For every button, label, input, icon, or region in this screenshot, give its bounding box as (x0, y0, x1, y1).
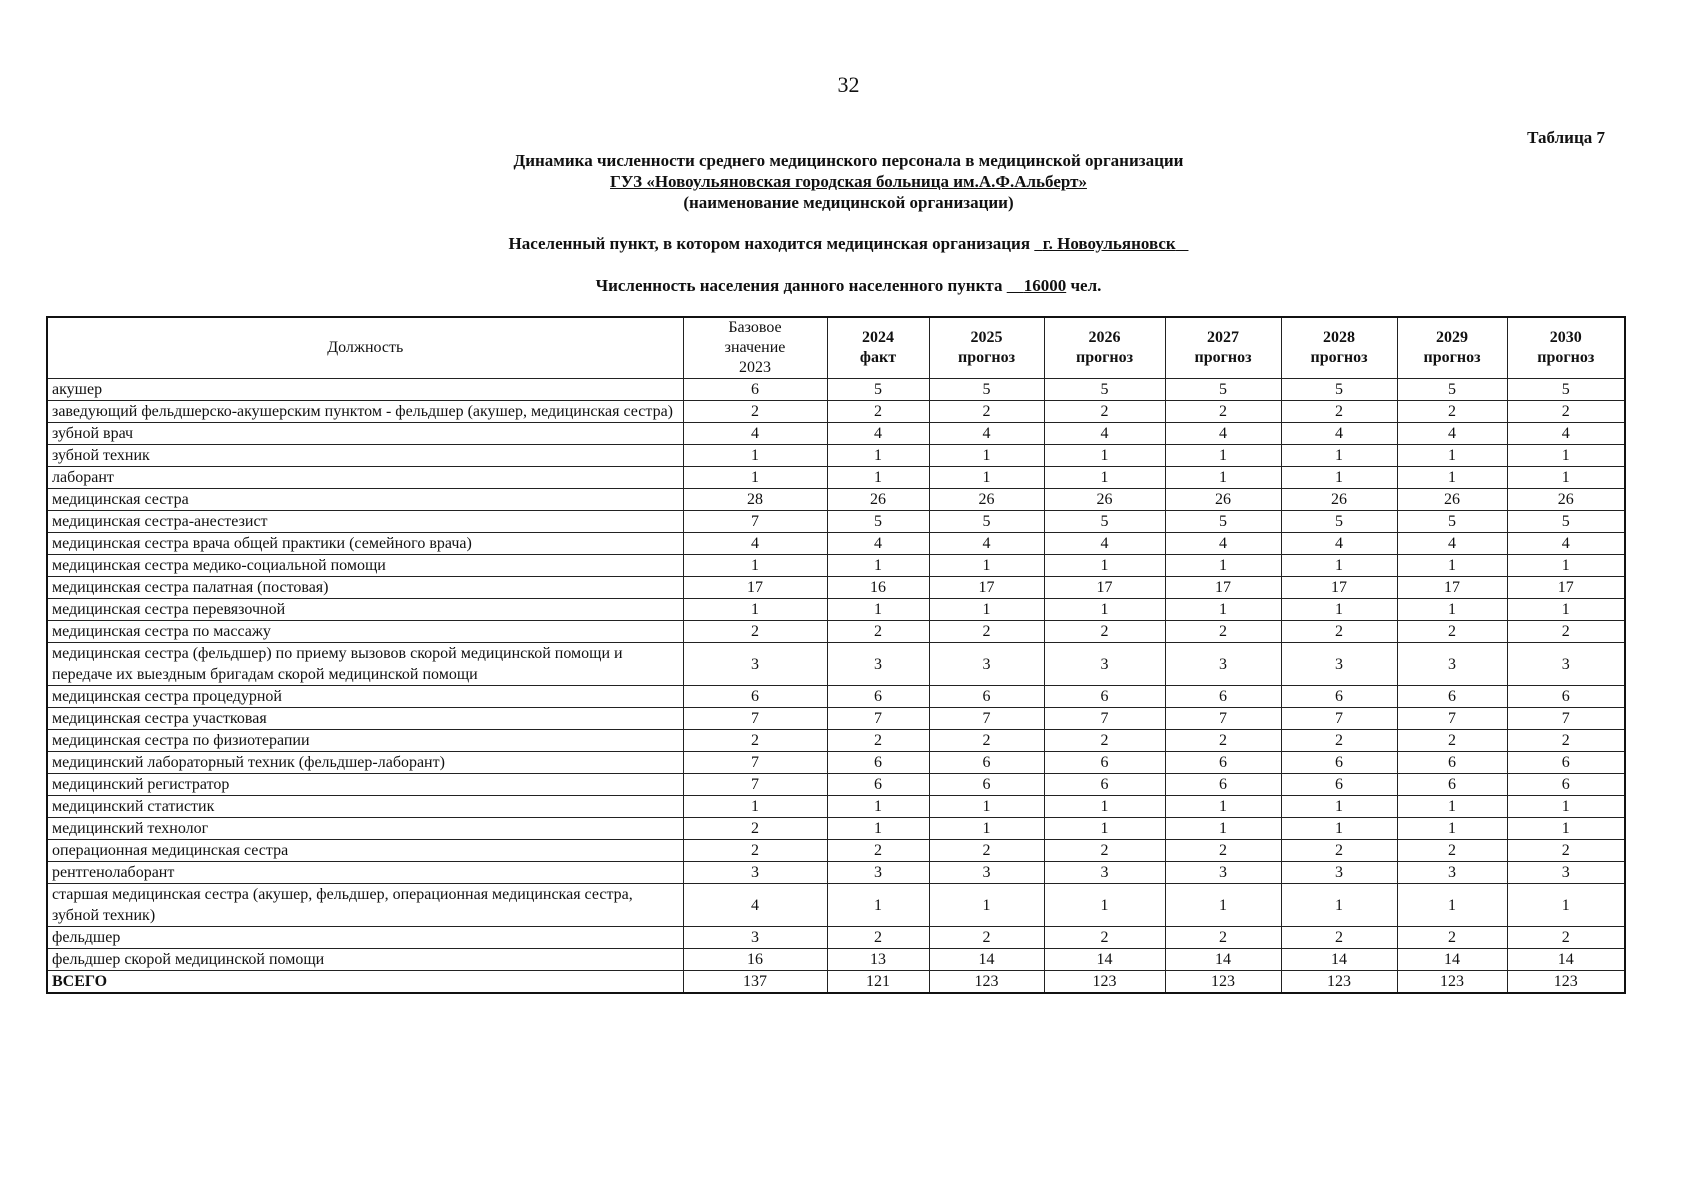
value-cell: 4 (683, 884, 827, 927)
table-row (47, 840, 1625, 862)
value-cell: 7 (827, 708, 929, 730)
value-cell: 4 (1397, 533, 1507, 555)
value-cell: 1 (1507, 555, 1625, 577)
value-cell: 1 (683, 467, 827, 489)
value-cell: 13 (827, 949, 929, 971)
value-cell: 3 (1165, 643, 1281, 686)
locality-value: г. Новоульяновск (1042, 234, 1176, 253)
value-cell: 123 (1281, 971, 1397, 994)
value-cell: 3 (1165, 862, 1281, 884)
table-row (47, 862, 1625, 884)
value-cell: 2 (827, 840, 929, 862)
value-cell: 2 (929, 621, 1044, 643)
value-cell: 2 (683, 840, 827, 862)
value-cell: 7 (1165, 708, 1281, 730)
value-cell: 1 (1397, 467, 1507, 489)
value-cell: 1 (683, 445, 827, 467)
position-cell: заведующий фельдшерско-акушерским пунктом - фельдшер (акушер, медицинская сестра) (47, 401, 683, 423)
value-cell: 2 (1281, 730, 1397, 752)
value-cell: 2 (1165, 840, 1281, 862)
value-cell: 1 (1281, 555, 1397, 577)
value-cell: 6 (1281, 752, 1397, 774)
value-cell: 2 (1165, 730, 1281, 752)
value-cell: 5 (1397, 511, 1507, 533)
value-cell: 5 (1507, 511, 1625, 533)
value-cell: 5 (1044, 511, 1165, 533)
value-cell: 2 (929, 840, 1044, 862)
value-cell: 26 (1281, 489, 1397, 511)
value-cell: 1 (1397, 796, 1507, 818)
value-cell: 1 (827, 555, 929, 577)
table-body (47, 379, 1625, 994)
value-cell: 4 (683, 423, 827, 445)
table-row (47, 774, 1625, 796)
position-cell: медицинский лабораторный техник (фельдшер-лаборант) (47, 752, 683, 774)
value-cell: 1 (929, 599, 1044, 621)
value-cell: 6 (1165, 774, 1281, 796)
value-cell: 2 (827, 927, 929, 949)
value-cell: 2 (683, 818, 827, 840)
table-row (47, 796, 1625, 818)
value-cell: 1 (827, 884, 929, 927)
value-cell: 3 (683, 862, 827, 884)
value-cell: 14 (1397, 949, 1507, 971)
population-label: Численность населения данного населенного пункта (595, 276, 1003, 295)
value-cell: 4 (1281, 423, 1397, 445)
value-cell: 1 (1397, 555, 1507, 577)
table-row (47, 686, 1625, 708)
value-cell: 5 (1281, 511, 1397, 533)
value-cell: 2 (1397, 401, 1507, 423)
value-cell: 2 (683, 401, 827, 423)
value-cell: 123 (1044, 971, 1165, 994)
position-cell: зубной техник (47, 445, 683, 467)
position-cell: медицинская сестра процедурной (47, 686, 683, 708)
value-cell: 1 (683, 555, 827, 577)
value-cell: 2 (1281, 840, 1397, 862)
table-row (47, 884, 1625, 927)
value-cell: 1 (1507, 467, 1625, 489)
value-cell: 2 (1507, 621, 1625, 643)
value-cell: 2 (1044, 621, 1165, 643)
value-cell: 2 (827, 730, 929, 752)
value-cell: 6 (683, 686, 827, 708)
value-cell: 14 (1507, 949, 1625, 971)
value-cell: 5 (827, 511, 929, 533)
value-cell: 6 (683, 379, 827, 401)
value-cell: 7 (1281, 708, 1397, 730)
value-cell: 5 (1507, 379, 1625, 401)
value-cell: 6 (1044, 752, 1165, 774)
value-cell: 16 (683, 949, 827, 971)
value-cell: 123 (929, 971, 1044, 994)
position-cell: лаборант (47, 467, 683, 489)
value-cell: 6 (1281, 686, 1397, 708)
value-cell: 6 (929, 774, 1044, 796)
header-year-6: 2030 прогноз (1507, 317, 1625, 379)
value-cell: 3 (827, 862, 929, 884)
locality-label: Населенный пункт, в котором находится медицинская организация (508, 234, 1031, 253)
value-cell: 7 (683, 511, 827, 533)
value-cell: 6 (1397, 774, 1507, 796)
table-row (47, 577, 1625, 599)
value-cell: 2 (827, 621, 929, 643)
value-cell: 7 (683, 774, 827, 796)
value-cell: 3 (1044, 862, 1165, 884)
value-cell: 2 (1507, 927, 1625, 949)
value-cell: 4 (827, 533, 929, 555)
value-cell: 6 (827, 686, 929, 708)
value-cell: 3 (1507, 862, 1625, 884)
value-cell: 2 (1507, 401, 1625, 423)
value-cell: 6 (1165, 686, 1281, 708)
value-cell: 3 (683, 927, 827, 949)
value-cell: 7 (683, 752, 827, 774)
value-cell: 121 (827, 971, 929, 994)
table-row (47, 555, 1625, 577)
value-cell: 1 (1281, 467, 1397, 489)
value-cell: 5 (1397, 379, 1507, 401)
value-cell: 3 (1397, 643, 1507, 686)
header-position: Должность (47, 317, 683, 379)
value-cell: 1 (1397, 884, 1507, 927)
value-cell: 1 (827, 467, 929, 489)
value-cell: 4 (1165, 533, 1281, 555)
value-cell: 17 (1397, 577, 1507, 599)
value-cell: 4 (1281, 533, 1397, 555)
value-cell: 1 (929, 555, 1044, 577)
position-cell: медицинская сестра (47, 489, 683, 511)
value-cell: 1 (1507, 796, 1625, 818)
value-cell: 2 (1044, 840, 1165, 862)
value-cell: 1 (1507, 445, 1625, 467)
value-cell: 1 (1397, 445, 1507, 467)
value-cell: 2 (1165, 927, 1281, 949)
table-row (47, 445, 1625, 467)
value-cell: 6 (1044, 774, 1165, 796)
value-cell: 5 (1281, 379, 1397, 401)
value-cell: 1 (683, 796, 827, 818)
table-label: Таблица 7 (1527, 128, 1605, 147)
title-line: Динамика численности среднего медицинского персонала в медицинской организации (513, 151, 1184, 170)
population-line (0, 276, 1697, 296)
position-cell: медицинский регистратор (47, 774, 683, 796)
position-cell: медицинская сестра участковая (47, 708, 683, 730)
value-cell: 7 (929, 708, 1044, 730)
table-row (47, 927, 1625, 949)
table-row (47, 730, 1625, 752)
table-row (47, 467, 1625, 489)
value-cell: 6 (1507, 686, 1625, 708)
position-cell: рентгенолаборант (47, 862, 683, 884)
value-cell: 4 (1165, 423, 1281, 445)
value-cell: 6 (1165, 752, 1281, 774)
position-cell: медицинская сестра-анестезист (47, 511, 683, 533)
value-cell: 1 (1044, 818, 1165, 840)
value-cell: 26 (827, 489, 929, 511)
value-cell: 6 (1397, 752, 1507, 774)
value-cell: 3 (1044, 643, 1165, 686)
value-cell: 2 (1165, 401, 1281, 423)
value-cell: 2 (1397, 621, 1507, 643)
table-row (47, 423, 1625, 445)
value-cell: 1 (1044, 796, 1165, 818)
header-year-5: 2029 прогноз (1397, 317, 1507, 379)
staff-dynamics-table (46, 316, 1626, 994)
value-cell: 123 (1165, 971, 1281, 994)
value-cell: 1 (1044, 884, 1165, 927)
value-cell: 4 (827, 423, 929, 445)
position-cell: зубной врач (47, 423, 683, 445)
document-title (0, 150, 1697, 213)
value-cell: 4 (1044, 423, 1165, 445)
value-cell: 17 (1044, 577, 1165, 599)
header-base: Базовое значение 2023 (683, 317, 827, 379)
value-cell: 26 (1507, 489, 1625, 511)
position-cell: ВСЕГО (47, 971, 683, 994)
table-row (47, 708, 1625, 730)
locality-line (0, 234, 1697, 254)
value-cell: 6 (1507, 752, 1625, 774)
value-cell: 4 (1044, 533, 1165, 555)
value-cell: 1 (1044, 599, 1165, 621)
value-cell: 17 (1507, 577, 1625, 599)
value-cell: 2 (1044, 730, 1165, 752)
value-cell: 1 (1165, 884, 1281, 927)
value-cell: 1 (1281, 796, 1397, 818)
value-cell: 6 (827, 774, 929, 796)
value-cell: 1 (1507, 884, 1625, 927)
table-row (47, 599, 1625, 621)
value-cell: 1 (1165, 796, 1281, 818)
value-cell: 2 (929, 401, 1044, 423)
value-cell: 1 (1165, 818, 1281, 840)
value-cell: 26 (929, 489, 1044, 511)
value-cell: 5 (1044, 379, 1165, 401)
value-cell: 4 (683, 533, 827, 555)
value-cell: 14 (1165, 949, 1281, 971)
value-cell: 1 (1165, 467, 1281, 489)
value-cell: 3 (683, 643, 827, 686)
value-cell: 28 (683, 489, 827, 511)
value-cell: 6 (1044, 686, 1165, 708)
value-cell: 7 (1507, 708, 1625, 730)
value-cell: 7 (1044, 708, 1165, 730)
header-year-3: 2027 прогноз (1165, 317, 1281, 379)
table-row (47, 511, 1625, 533)
value-cell: 2 (1044, 927, 1165, 949)
value-cell: 3 (1507, 643, 1625, 686)
table-row (47, 379, 1625, 401)
value-cell: 1 (1165, 445, 1281, 467)
table-row (47, 643, 1625, 686)
position-cell: медицинский технолог (47, 818, 683, 840)
population-value: 16000 (1023, 276, 1067, 295)
value-cell: 1 (1507, 818, 1625, 840)
position-cell: медицинский статистик (47, 796, 683, 818)
table-row (47, 818, 1625, 840)
value-cell: 2 (1165, 621, 1281, 643)
value-cell: 6 (929, 752, 1044, 774)
table-row (47, 401, 1625, 423)
value-cell: 1 (929, 445, 1044, 467)
value-cell: 16 (827, 577, 929, 599)
value-cell: 1 (1281, 599, 1397, 621)
value-cell: 4 (929, 423, 1044, 445)
value-cell: 14 (929, 949, 1044, 971)
value-cell: 1 (1044, 555, 1165, 577)
value-cell: 5 (827, 379, 929, 401)
position-cell: медицинская сестра по массажу (47, 621, 683, 643)
total-row (47, 971, 1625, 994)
value-cell: 1 (827, 796, 929, 818)
table-row (47, 621, 1625, 643)
value-cell: 1 (929, 467, 1044, 489)
value-cell: 1 (1397, 599, 1507, 621)
value-cell: 2 (683, 730, 827, 752)
value-cell: 1 (1507, 599, 1625, 621)
table-row (47, 489, 1625, 511)
value-cell: 2 (1507, 730, 1625, 752)
value-cell: 123 (1507, 971, 1625, 994)
value-cell: 26 (1165, 489, 1281, 511)
value-cell: 6 (1507, 774, 1625, 796)
position-cell: старшая медицинская сестра (акушер, фельдшер, операционная медицинская сестра, зубной техник) (47, 884, 683, 927)
value-cell: 17 (1281, 577, 1397, 599)
table-header-row (47, 317, 1625, 379)
value-cell: 2 (683, 621, 827, 643)
value-cell: 14 (1281, 949, 1397, 971)
position-cell: медицинская сестра врача общей практики (семейного врача) (47, 533, 683, 555)
value-cell: 2 (929, 730, 1044, 752)
value-cell: 1 (1281, 445, 1397, 467)
value-cell: 4 (1507, 533, 1625, 555)
value-cell: 3 (929, 643, 1044, 686)
value-cell: 1 (1165, 555, 1281, 577)
value-cell: 1 (827, 818, 929, 840)
population-unit: чел. (1070, 276, 1102, 295)
value-cell: 3 (827, 643, 929, 686)
value-cell: 1 (1044, 445, 1165, 467)
value-cell: 7 (1397, 708, 1507, 730)
value-cell: 26 (1044, 489, 1165, 511)
value-cell: 1 (1044, 467, 1165, 489)
page-number: 32 (837, 72, 860, 97)
value-cell: 2 (1281, 927, 1397, 949)
value-cell: 2 (1281, 621, 1397, 643)
header-year-0: 2024 факт (827, 317, 929, 379)
position-cell: медицинская сестра (фельдшер) по приему вызовов скорой медицинской помощи и передаче их выездным бригадам скорой медицинской помощи (47, 643, 683, 686)
position-cell: медицинская сестра медико-социальной помощи (47, 555, 683, 577)
value-cell: 17 (929, 577, 1044, 599)
value-cell: 17 (683, 577, 827, 599)
value-cell: 1 (1165, 599, 1281, 621)
value-cell: 5 (1165, 379, 1281, 401)
position-cell: медицинская сестра палатная (постовая) (47, 577, 683, 599)
value-cell: 1 (1281, 818, 1397, 840)
value-cell: 2 (1507, 840, 1625, 862)
value-cell: 3 (929, 862, 1044, 884)
value-cell: 17 (1165, 577, 1281, 599)
value-cell: 4 (1397, 423, 1507, 445)
table-row (47, 949, 1625, 971)
value-cell: 3 (1397, 862, 1507, 884)
value-cell: 5 (929, 379, 1044, 401)
value-cell: 7 (683, 708, 827, 730)
value-cell: 14 (1044, 949, 1165, 971)
value-cell: 1 (1281, 884, 1397, 927)
value-cell: 2 (929, 927, 1044, 949)
value-cell: 6 (929, 686, 1044, 708)
value-cell: 5 (1165, 511, 1281, 533)
header-year-2: 2026 прогноз (1044, 317, 1165, 379)
table-row (47, 533, 1625, 555)
organization-name: ГУЗ «Новоульяновская городская больница им.А.Ф.Альберт» (610, 172, 1087, 191)
value-cell: 4 (1507, 423, 1625, 445)
value-cell: 4 (929, 533, 1044, 555)
value-cell: 1 (929, 884, 1044, 927)
value-cell: 3 (1281, 643, 1397, 686)
value-cell: 2 (1397, 927, 1507, 949)
position-cell: фельдшер скорой медицинской помощи (47, 949, 683, 971)
value-cell: 1 (1397, 818, 1507, 840)
value-cell: 6 (1281, 774, 1397, 796)
value-cell: 6 (1397, 686, 1507, 708)
header-year-4: 2028 прогноз (1281, 317, 1397, 379)
position-cell: медицинская сестра перевязочной (47, 599, 683, 621)
position-cell: операционная медицинская сестра (47, 840, 683, 862)
value-cell: 26 (1397, 489, 1507, 511)
value-cell: 137 (683, 971, 827, 994)
value-cell: 5 (929, 511, 1044, 533)
table-row (47, 752, 1625, 774)
value-cell: 2 (827, 401, 929, 423)
value-cell: 6 (827, 752, 929, 774)
value-cell: 1 (827, 599, 929, 621)
value-cell: 1 (929, 818, 1044, 840)
value-cell: 2 (1397, 730, 1507, 752)
header-year-1: 2025 прогноз (929, 317, 1044, 379)
value-cell: 2 (1281, 401, 1397, 423)
position-cell: акушер (47, 379, 683, 401)
value-cell: 1 (827, 445, 929, 467)
value-cell: 2 (1397, 840, 1507, 862)
value-cell: 2 (1044, 401, 1165, 423)
value-cell: 1 (929, 796, 1044, 818)
organization-caption: (наименование медицинской организации) (683, 193, 1014, 212)
value-cell: 3 (1281, 862, 1397, 884)
value-cell: 1 (683, 599, 827, 621)
position-cell: фельдшер (47, 927, 683, 949)
position-cell: медицинская сестра по физиотерапии (47, 730, 683, 752)
value-cell: 123 (1397, 971, 1507, 994)
